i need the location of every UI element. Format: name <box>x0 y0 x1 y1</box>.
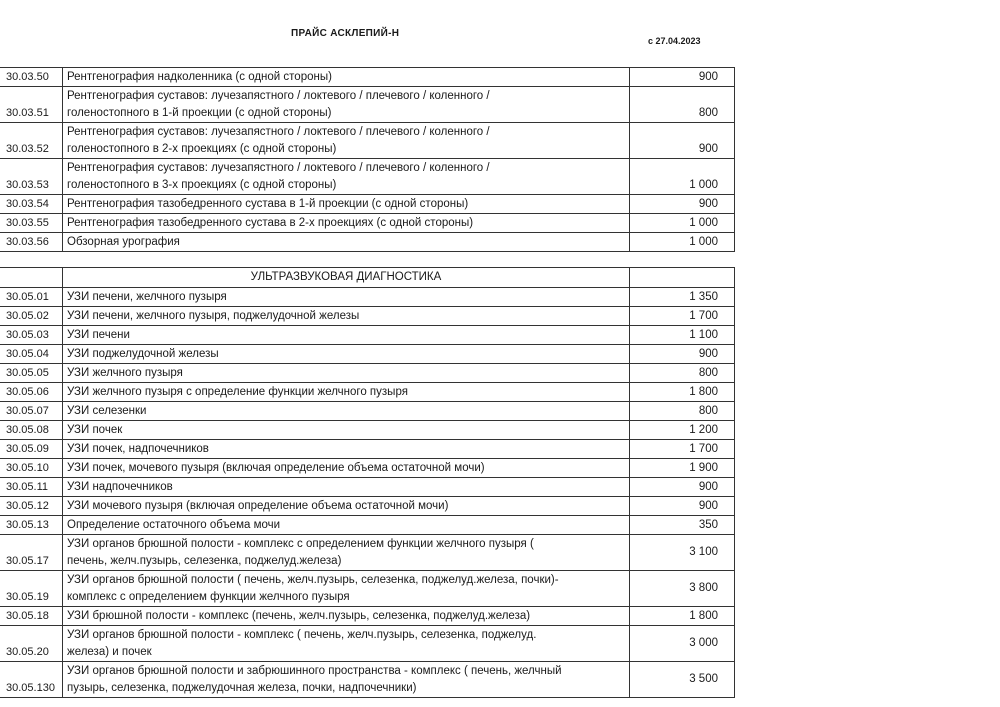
service-code: 30.05.130 <box>0 662 63 698</box>
service-name-line: пузырь, селезенка, поджелудочная железа, почки, надпочечники) <box>67 682 417 694</box>
service-name <box>63 626 630 662</box>
service-name-line: УЗИ почек <box>67 424 123 436</box>
service-code: 30.05.06 <box>0 383 63 402</box>
service-name-line: УЗИ поджелудочной железы <box>67 348 219 360</box>
service-name-line: Рентгенография суставов: лучезапястного / локтевого / плечевого / коленного / <box>67 90 490 102</box>
service-code: 30.05.20 <box>0 626 63 662</box>
service-code: 30.05.08 <box>0 421 63 440</box>
price-date: с 27.04.2023 <box>648 36 701 46</box>
service-code: 30.03.52 <box>0 123 63 159</box>
price-row <box>0 87 735 123</box>
price-row <box>0 571 735 607</box>
service-name-line: УЗИ печени, желчного пузыря <box>67 291 227 303</box>
service-name-line: печень, желч.пузырь, селезенка, поджелуд.железа) <box>67 555 342 567</box>
service-code: 30.05.02 <box>0 307 63 326</box>
service-price: 800 <box>630 402 735 421</box>
service-name <box>63 662 630 698</box>
price-row <box>0 459 735 478</box>
service-price: 800 <box>630 364 735 383</box>
service-price: 1 000 <box>630 214 735 233</box>
service-name-line: УЗИ надпочечников <box>67 481 173 493</box>
service-name-line: железа) и почек <box>67 646 152 658</box>
price-row <box>0 497 735 516</box>
service-price: 3 100 <box>630 535 735 571</box>
service-code: 30.05.05 <box>0 364 63 383</box>
service-name-line: УЗИ печени, желчного пузыря, поджелудочной железы <box>67 310 360 322</box>
service-price: 350 <box>630 516 735 535</box>
service-name-line: УЗИ селезенки <box>67 405 147 417</box>
price-row <box>0 626 735 662</box>
service-price: 1 700 <box>630 440 735 459</box>
service-price: 1 000 <box>630 159 735 195</box>
service-name <box>63 345 630 364</box>
service-name <box>63 497 630 516</box>
price-row <box>0 214 735 233</box>
service-name-line: Рентгенография суставов: лучезапястного / локтевого / плечевого / коленного / <box>67 162 490 174</box>
service-name <box>63 535 630 571</box>
price-row <box>0 383 735 402</box>
price-row <box>0 288 735 307</box>
price-row <box>0 440 735 459</box>
service-name <box>63 571 630 607</box>
service-code: 30.05.10 <box>0 459 63 478</box>
service-name <box>63 68 630 87</box>
service-name <box>63 233 630 252</box>
service-code: 30.05.11 <box>0 478 63 497</box>
service-price: 900 <box>630 68 735 87</box>
service-name-line: УЗИ органов брюшной полости - комплекс ( печень, желч.пузырь, селезенка, поджелуд. <box>67 629 537 641</box>
service-code: 30.05.13 <box>0 516 63 535</box>
service-code: 30.03.54 <box>0 195 63 214</box>
price-row <box>0 535 735 571</box>
price-row <box>0 662 735 698</box>
service-code: 30.05.09 <box>0 440 63 459</box>
service-name <box>63 214 630 233</box>
service-name <box>63 307 630 326</box>
service-price: 1 100 <box>630 326 735 345</box>
ultrasound-rows <box>0 268 735 698</box>
service-price: 900 <box>630 123 735 159</box>
service-code: 30.03.56 <box>0 233 63 252</box>
service-code: 30.03.50 <box>0 68 63 87</box>
service-price: 1 200 <box>630 421 735 440</box>
price-row <box>0 607 735 626</box>
service-name-line: УЗИ органов брюшной полости ( печень, желч.пузырь, селезенка, поджелуд.железа, почки)- <box>67 574 559 586</box>
service-name-line: УЗИ желчного пузыря <box>67 367 183 379</box>
service-price: 1 800 <box>630 607 735 626</box>
service-name <box>63 326 630 345</box>
service-name-line: голеностопного в 1-й проекции (с одной стороны) <box>67 107 332 119</box>
service-name-line: УЗИ органов брюшной полости - комплекс с определением функции желчного пузыря ( <box>67 538 534 550</box>
service-code: 30.05.04 <box>0 345 63 364</box>
price-row <box>0 159 735 195</box>
radiography-price-table <box>0 67 735 252</box>
document-title: ПРАЙС АСКЛЕПИЙ-Н <box>291 28 400 39</box>
service-name <box>63 421 630 440</box>
service-name-line: УЗИ брюшной полости - комплекс (печень, желч.пузырь, селезенка, поджелуд.железа) <box>67 610 531 622</box>
service-name <box>63 383 630 402</box>
price-row <box>0 195 735 214</box>
service-price: 3 500 <box>630 662 735 698</box>
service-price: 3 800 <box>630 571 735 607</box>
service-name-line: УЗИ почек, мочевого пузыря (включая определение объема остаточной мочи) <box>67 462 485 474</box>
service-code: 30.03.53 <box>0 159 63 195</box>
service-price: 1 000 <box>630 233 735 252</box>
service-name <box>63 123 630 159</box>
service-name-line: голеностопного в 2-х проекциях (с одной стороны) <box>67 143 337 155</box>
price-row <box>0 516 735 535</box>
service-name <box>63 459 630 478</box>
price-row <box>0 123 735 159</box>
service-price: 1 700 <box>630 307 735 326</box>
service-code: 30.03.55 <box>0 214 63 233</box>
service-name <box>63 516 630 535</box>
price-row <box>0 364 735 383</box>
service-price: 800 <box>630 87 735 123</box>
service-name-line: УЗИ печени <box>67 329 130 341</box>
service-name <box>63 364 630 383</box>
price-row <box>0 478 735 497</box>
section-header-row <box>0 268 735 288</box>
service-code: 30.05.18 <box>0 607 63 626</box>
service-name-line: комплекс с определением функции желчного пузыря <box>67 591 350 603</box>
service-code: 30.03.51 <box>0 87 63 123</box>
service-name <box>63 87 630 123</box>
price-row <box>0 307 735 326</box>
service-price: 3 000 <box>630 626 735 662</box>
service-name <box>63 288 630 307</box>
service-name-line: голеностопного в 3-х проекциях (с одной стороны) <box>67 179 337 191</box>
ultrasound-price-table <box>0 267 735 698</box>
service-code: 30.05.01 <box>0 288 63 307</box>
service-name <box>63 195 630 214</box>
price-row <box>0 421 735 440</box>
service-price: 900 <box>630 497 735 516</box>
service-name <box>63 478 630 497</box>
service-name-line: Рентгенография тазобедренного сустава в 2-х проекциях (с одной стороны) <box>67 217 474 229</box>
service-code: 30.05.07 <box>0 402 63 421</box>
service-code: 30.05.17 <box>0 535 63 571</box>
service-name <box>63 607 630 626</box>
service-name-line: УЗИ мочевого пузыря (включая определение объема остаточной мочи) <box>67 500 449 512</box>
service-name-line: Рентгенография надколенника (с одной стороны) <box>67 71 332 83</box>
radiography-rows <box>0 68 735 252</box>
section-header-price-cell <box>630 268 735 288</box>
service-code: 30.05.03 <box>0 326 63 345</box>
price-row <box>0 233 735 252</box>
price-row <box>0 345 735 364</box>
service-name-line: УЗИ почек, надпочечников <box>67 443 209 455</box>
service-name-line: Рентгенография суставов: лучезапястного / локтевого / плечевого / коленного / <box>67 126 490 138</box>
section-header-code-cell <box>0 268 63 288</box>
section-title: УЛЬТРАЗВУКОВАЯ ДИАГНОСТИКА <box>63 268 630 288</box>
service-name-line: УЗИ желчного пузыря с определение функции желчного пузыря <box>67 386 408 398</box>
service-price: 900 <box>630 345 735 364</box>
service-name-line: Определение остаточного объема мочи <box>67 519 281 531</box>
service-name-line: Рентгенография тазобедренного сустава в 1-й проекции (с одной стороны) <box>67 198 469 210</box>
price-row <box>0 326 735 345</box>
service-price: 900 <box>630 195 735 214</box>
service-name-line: Обзорная урография <box>67 236 180 248</box>
service-price: 1 350 <box>630 288 735 307</box>
price-row <box>0 402 735 421</box>
price-row <box>0 68 735 87</box>
service-code: 30.05.19 <box>0 571 63 607</box>
service-name <box>63 440 630 459</box>
service-price: 900 <box>630 478 735 497</box>
service-name-line: УЗИ органов брюшной полости и забрюшинного пространства - комплекс ( печень, желчный <box>67 665 562 677</box>
service-price: 1 900 <box>630 459 735 478</box>
service-code: 30.05.12 <box>0 497 63 516</box>
service-price: 1 800 <box>630 383 735 402</box>
service-name <box>63 402 630 421</box>
service-name <box>63 159 630 195</box>
